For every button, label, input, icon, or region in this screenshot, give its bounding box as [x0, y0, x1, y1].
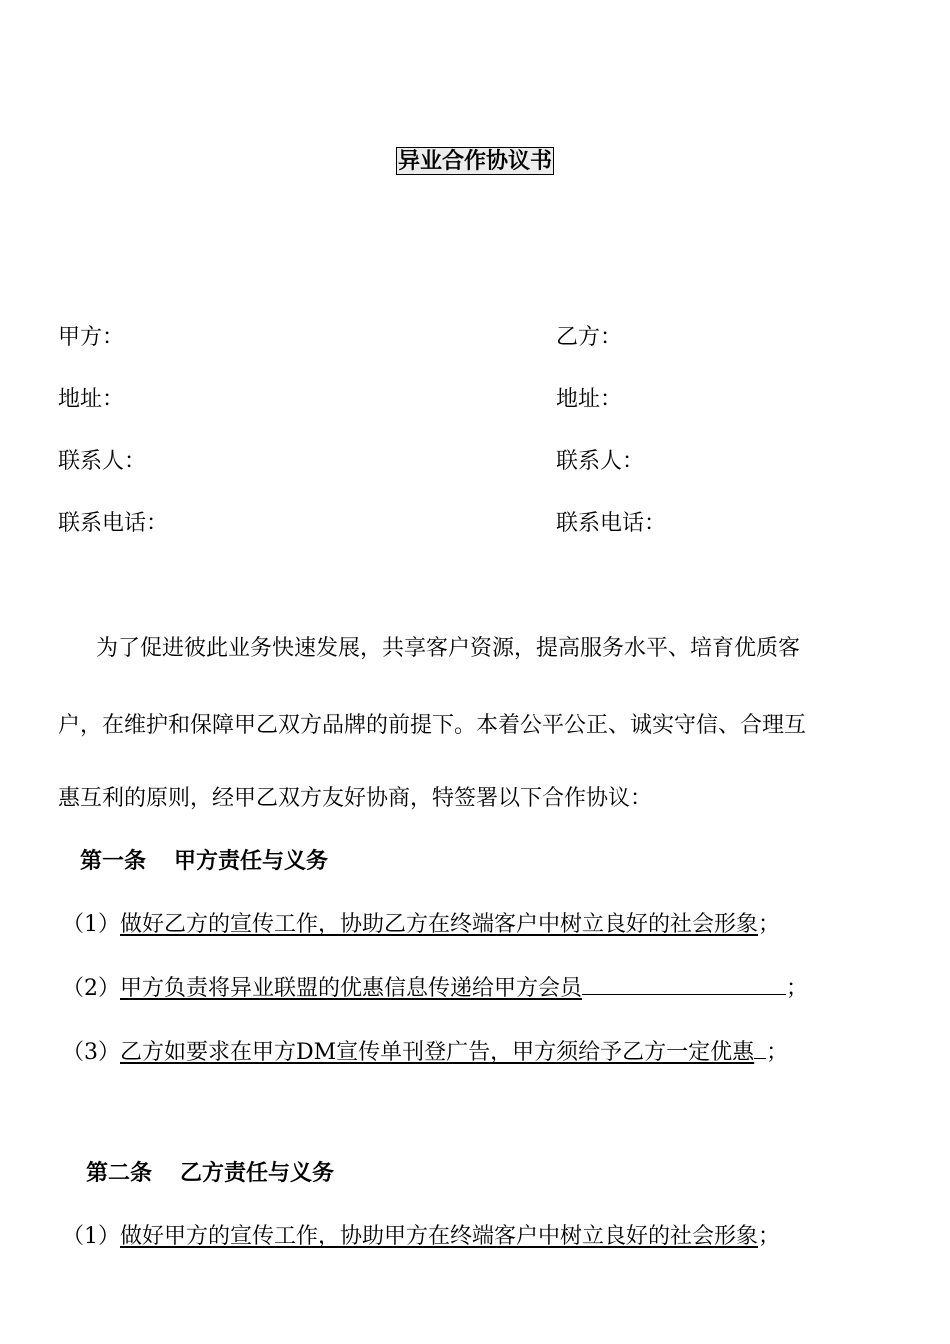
party-b-phone-label: 联系电话：	[556, 511, 667, 536]
clause-text: 做好乙方的宣传工作，协助乙方在终端客户中树立良好的社会形象	[120, 912, 759, 937]
clause-text: 甲方负责将异业联盟的优惠信息传递给甲方会员	[120, 976, 583, 1001]
article-1-clause-1	[62, 910, 882, 940]
document-title	[0, 146, 950, 176]
article-1-clause-3	[62, 1036, 882, 1068]
clause-text: 乙方如要求在甲方DM宣传单刊登广告，甲方须给予乙方一定优惠	[120, 1040, 755, 1065]
clause-number: （1）	[62, 1224, 120, 1249]
party-row-phone	[58, 509, 918, 539]
intro-line-1: 为了促进彼此业务快速发展，共享客户资源，提高服务水平、培育优质客	[96, 636, 801, 661]
party-a-address-label: 地址：	[58, 387, 125, 412]
party-row-contact	[58, 447, 918, 477]
party-b-address-label: 地址：	[556, 387, 623, 412]
party-a-contact-label: 联系人：	[58, 449, 147, 474]
clause-end: ；	[758, 912, 781, 937]
article-1-number: 第一条	[80, 848, 147, 874]
party-row-address	[58, 385, 918, 415]
party-row-name	[58, 323, 918, 353]
article-1-clause-2	[62, 972, 882, 1004]
clause-number: （1）	[62, 912, 120, 937]
party-b-name-label: 乙方：	[556, 325, 623, 350]
article-2-title: 乙方责任与义务	[180, 1160, 335, 1186]
clause-number: （2）	[62, 976, 120, 1001]
party-a-phone-label: 联系电话：	[58, 511, 169, 536]
article-2-heading	[86, 1158, 334, 1188]
clause-number: （3）	[62, 1040, 120, 1065]
blank-fill-line	[582, 972, 786, 995]
party-a-name-label: 甲方：	[58, 325, 125, 350]
clause-end: ；	[786, 976, 809, 1001]
article-2-clause-1	[62, 1222, 882, 1252]
intro-line-2: 户，在维护和保障甲乙双方品牌的前提下。本着公平公正、诚实守信、合理互	[58, 713, 807, 738]
party-b-contact-label: 联系人：	[556, 449, 645, 474]
article-1-heading	[80, 846, 328, 876]
clause-end: ；	[766, 1040, 789, 1065]
article-1-title: 甲方责任与义务	[174, 848, 329, 874]
clause-text: 做好甲方的宣传工作，协助甲方在终端客户中树立良好的社会形象	[120, 1224, 759, 1249]
intro-line-3: 惠互利的原则，经甲乙双方友好协商，特签署以下合作协议：	[58, 786, 653, 811]
article-2-number: 第二条	[86, 1160, 153, 1186]
clause-end: ；	[758, 1224, 781, 1249]
blank-fill-line	[754, 1036, 766, 1059]
document-title-text: 异业合作协议书	[397, 148, 552, 174]
